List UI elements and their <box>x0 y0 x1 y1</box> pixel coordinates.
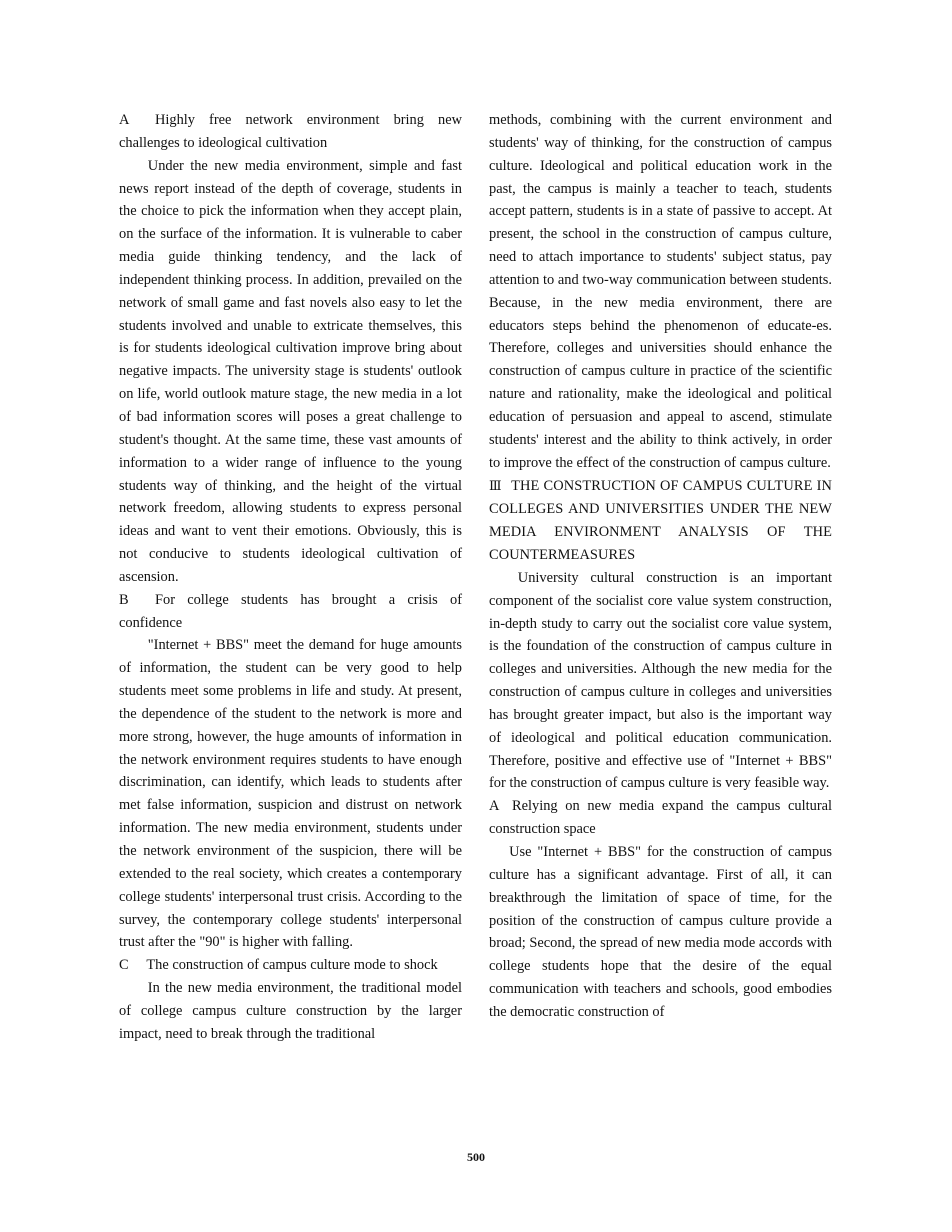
section-c-heading-text: The construction of campus culture mode to shock <box>146 957 438 974</box>
section-a-heading-text: Highly free network environment bring new challenges to ideological cultivation <box>119 112 462 151</box>
section-c-paragraph-continued: methods, combining with the current environment and students' way of thinking, for the construction of campus culture. Ideological and political education work in the past, the campus is mainly a teacher to teach, students accept pattern, students is in a state of passive to accept. At present, the school in the construction of campus culture, need to attach importance to students' subject status, pay attention to and two-way communication between students. Because, in the new media environment, there are educators steps behind the phenomenon of educate-es. Therefore, colleges and universities should enhance the construction of campus culture in practice of the scientific nature and rationality, make the ideological and political education of persuasion and appeal to ascend, stimulate students' interest and the ability to think actively, in order to improve the effect of the construction of campus culture. <box>489 112 832 471</box>
section-3a-mark: A <box>489 798 500 815</box>
left-column <box>119 109 462 1046</box>
section-3-paragraph: University cultural construction is an important component of the socialist core value system construction, in-depth study to carry out the socialist core value system, is the foundation of the construction of campus culture in colleges and universities. Although the new media for the construction of campus culture in colleges and universities has brought greater impact, but also is the important way of ideological and political education communication. Therefore, positive and effective use of "Internet + BBS" for the construction of campus culture is very feasible way. <box>489 569 832 792</box>
section-a-paragraph: Under the new media environment, simple and fast news report instead of the depth of coverage, students in the choice to pick the information when they accept plain, on the surface of the information. It is vulnerable to caber media guide thinking tendency, and the lack of independent thinking process. In addition, prevailed on the network of small game and fast novels also easy to let the students involved and unable to extricate themselves, this is for students ideological cultivation improve bring about negative impacts. The university stage is students' outlook on life, world outlook mature stage, the new media in a lot of bad information scores will poses a great challenge to student's thought. At the same time, these vast amounts of information to a wider range of influence to the young students way of thinking, and the height of the virtual network freedom, allowing students to express personal ideas and want to vent their emotions. Obviously, this is not conducive to students ideological cultivation of ascension. <box>119 157 462 585</box>
right-column <box>489 109 832 1024</box>
section-3a-heading-text: Relying on new media expand the campus cultural construction space <box>489 798 832 838</box>
section-c-heading <box>119 954 462 977</box>
section-b-paragraph: "Internet + BBS" meet the demand for huge amounts of information, the student can be very good to help students meet some problems in life and study. At present, the dependence of the student to the network is more and more strong, however, the huge amounts of information in the network environment requires students to have enough discrimination, can identify, which leads to students after met false information, suspicion and distrust on network information. The new media environment, students under the network environment of the suspicion, there will be extended to the real society, which creates a contemporary college students' interpersonal trust crisis. According to the survey, the contemporary college students' interpersonal trust after the "90" is higher with falling. <box>119 637 462 951</box>
section-b-heading <box>119 589 462 635</box>
section-3a-heading <box>489 795 832 841</box>
section-a-heading <box>119 109 462 155</box>
section-3-heading <box>489 475 832 567</box>
section-b-mark: B <box>119 591 129 608</box>
section-3a-paragraph: Use "Internet + BBS" for the construction of campus culture has a significant advantage. First of all, it can breakthrough the limitation of space of time, for the position of the construction of campus culture provide a broad; Second, the spread of new media mode accords with college students hope that the desire of the equal communication with teachers and schools, good embodies the democratic construction of <box>489 844 832 1020</box>
section-c-paragraph-start: In the new media environment, the traditional model of college campus culture construction by the larger impact, need to break through the traditional <box>119 980 462 1042</box>
section-3-heading-text: THE CONSTRUCTION OF CAMPUS CULTURE IN COLLEGES AND UNIVERSITIES UNDER THE NEW MEDIA ENVIRONMENT ANALYSIS OF THE COUNTERMEASURES <box>489 477 832 564</box>
section-a-mark: A <box>119 112 130 128</box>
section-b-heading-text: For college students has brought a crisis of confidence <box>119 591 462 631</box>
section-3-numeral: Ⅲ <box>489 478 502 494</box>
section-c-mark: C <box>119 957 129 974</box>
page-number: 500 <box>467 1150 485 1164</box>
